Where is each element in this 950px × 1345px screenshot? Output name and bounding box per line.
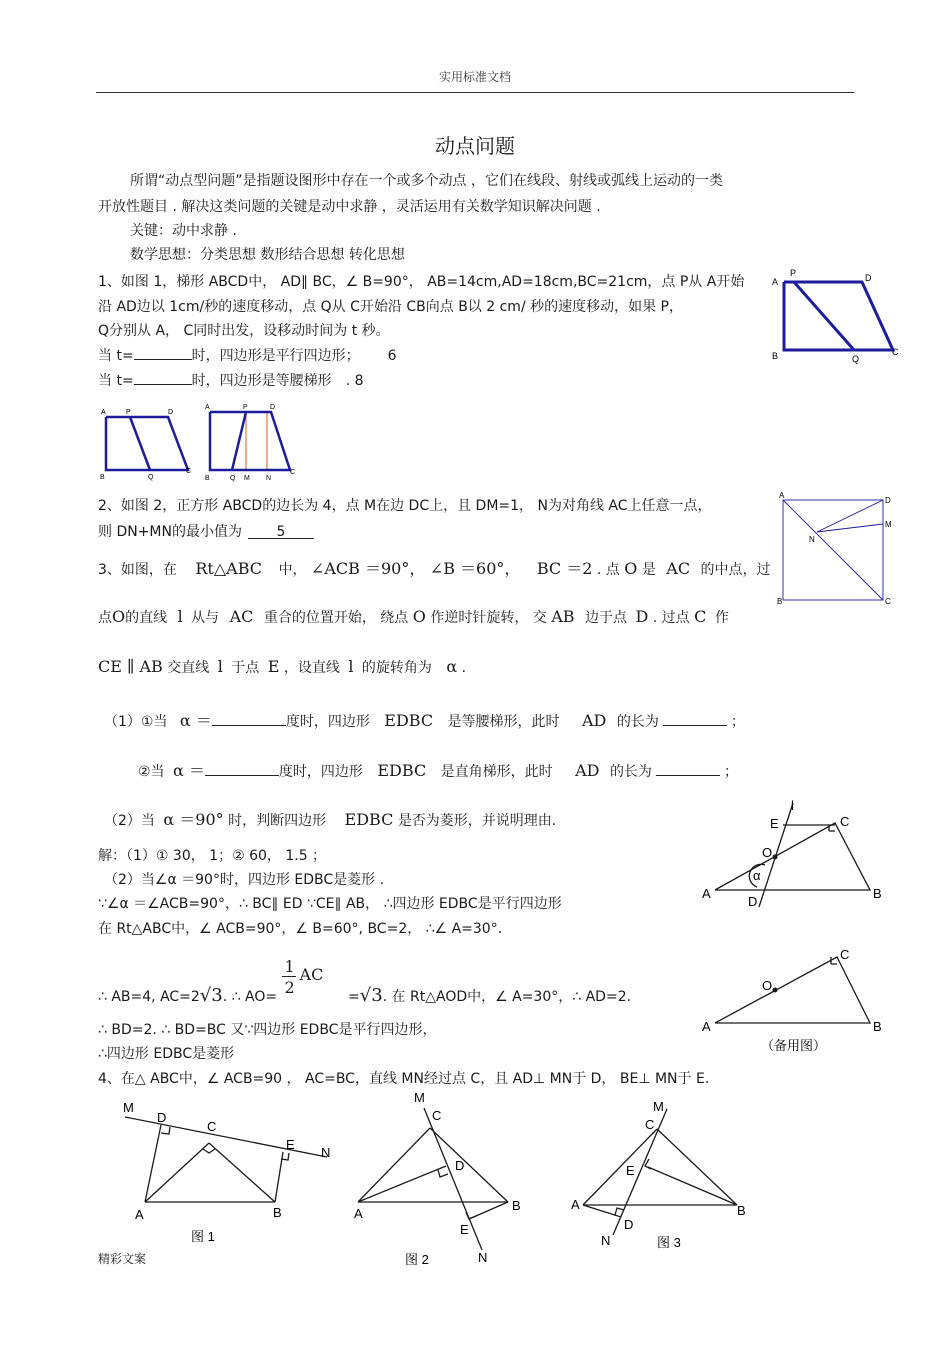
q4-fig1-label-D: D [157, 1110, 167, 1125]
q4-fig2-caption: 图 2 [405, 1252, 429, 1267]
q3-line-2: 点O的直线 l 从与 AC 重合的位置开始， 绕点 O 作逆时针旋转， 交 AB 边于点 D . 过点 C 作 [98, 607, 729, 626]
q1-fig-label-A: A [772, 277, 779, 287]
q2-line-2: 则 DN+MN的最小值为 5 [98, 521, 314, 541]
q3-fig1-label-C: C [840, 814, 850, 829]
q1-sub2-label-A: A [205, 404, 210, 411]
q2-figure [775, 490, 900, 608]
q2-line-1: 2、如图 2，正方形 ABCD的边长为 4，点 M在边 DC上，且 DM=1， N为对角线 AC上任意一点， [98, 498, 712, 514]
q4-fig1-label-B: B [273, 1205, 282, 1220]
q4-figure-1 [115, 1095, 345, 1255]
q4-fig1-label-C: C [207, 1119, 217, 1134]
q3-solution-5: ∴ AB=4, AC=2√3. ∴ AO= 1 2 AC =√3. 在 Rt△AOD中，∠ A=30°，∴ AD=2. [98, 957, 632, 1006]
q3-solution-6: ∴ BD=2. ∴ BD=BC 又∵四边形 EDBC是平行四边形， [98, 1022, 437, 1038]
q1-answer-1: 6 [387, 348, 397, 364]
q3-fig1-label-A: A [702, 886, 711, 901]
q3-part-2: （2）当 α ＝90° 时，判断四边形 EDBC 是否为菱形，并说明理由. [104, 810, 557, 829]
q4-fig3-label-C: C [645, 1117, 655, 1132]
q3-line-1: 3、如图，在 Rt△ABC 中， ∠ACB ＝90°， ∠B ＝60°， BC ＝2 . 点 O 是 AC 的中点，过 [98, 559, 771, 578]
q3-fig2-label-O: O [762, 978, 773, 993]
q3-solution-1: 解：（1）① 30， 1；② 60， 1.5 ； [98, 848, 327, 864]
q1-sub1-label-Q: Q [148, 474, 154, 481]
q1-blank-2 [134, 370, 192, 385]
q4-fig1-caption: 图 1 [191, 1229, 215, 1244]
q3-part-1: （1）①当 α ＝ 度时，四边形 EDBC 是等腰梯形，此时 AD 的长为 ； [104, 711, 745, 730]
q1-sub1-label-B: B [100, 474, 105, 481]
intro-line-4: 数学思想：分类思想 数形结合思想 转化思想 [130, 247, 405, 263]
q3-solution-2: （2）当∠α ＝90°时，四边形 EDBC是菱形 . [104, 872, 385, 888]
q1-subfigure-2 [200, 402, 310, 484]
q4-fig3-label-N: N [601, 1233, 611, 1248]
q3-blank-3 [205, 761, 279, 776]
q3-line-3: CE ∥ AB 交直线 l 于点 E ，设直线 l 的旋转角为 α . [98, 657, 467, 676]
q3-fig1-label-D: D [748, 894, 758, 909]
q4-fig3-label-B: B [737, 1203, 746, 1218]
q2-fig-label-D: D [885, 496, 891, 505]
q3-fig2-caption: （备用图） [761, 1038, 827, 1053]
q3-solution-4: 在 Rt△ABC中，∠ ACB=90°，∠ B=60°, BC=2， ∴∠ A=30°. [98, 921, 503, 937]
q1-fig-label-P: P [790, 268, 797, 278]
q1-fig-label-Q: Q [852, 354, 860, 364]
q1-sub2-label-C: C [290, 469, 296, 476]
q4-fig1-label-E: E [286, 1137, 295, 1152]
q4-fig3-label-E: E [626, 1163, 635, 1178]
q4-fig2-label-D: D [455, 1158, 465, 1173]
q1-figure [770, 265, 910, 365]
q1-fig-label-B: B [772, 351, 779, 361]
q1-sub2-label-P: P [243, 404, 248, 411]
q3-solution-3: ∵∠α ＝∠ACB=90°，∴ BC∥ ED ∵CE∥ AB， ∴四边形 EDBC是平行四边形 [98, 896, 562, 912]
q1-sub2-label-Q: Q [230, 475, 236, 482]
q3-figure-1 [695, 795, 895, 915]
q1-line-2: 沿 AD边以 1cm/秒的速度移动，点 Q从 C开始沿 CB向点 B以 2 cm/ 秒的速度移动，如果 P， [98, 299, 683, 315]
q4-fig1-label-M: M [123, 1100, 134, 1115]
q2-fig-label-M: M [885, 520, 892, 529]
q4-figure-2 [350, 1090, 540, 1270]
q2-answer: 5 [248, 524, 314, 539]
q3-blank-4 [656, 761, 720, 776]
q1-sub2-label-D: D [270, 404, 276, 411]
q3-figure-2 [695, 943, 895, 1058]
q4-fig2-label-E: E [460, 1222, 469, 1237]
q3-fig1-label-B: B [873, 886, 882, 901]
q3-fig1-label-l: l [791, 798, 794, 813]
q4-fig2-label-M: M [414, 1090, 425, 1105]
q1-ask-2: 当 t= 时，四边形是等腰梯形 . 8 [98, 370, 363, 390]
q3-fig2-label-B: B [873, 1019, 882, 1034]
q3-fig1-label-O: O [762, 845, 773, 860]
q3-fraction-bar [282, 976, 296, 977]
q3-blank-1 [212, 711, 286, 726]
q1-blank-1 [134, 345, 192, 360]
q4-figure-3 [565, 1095, 765, 1255]
q3-blank-2 [663, 711, 727, 726]
q1-line-3: Q分别从 A， C同时出发，设移动时间为 t 秒。 [98, 323, 390, 339]
q3-fraction: 1 2 AC [282, 987, 328, 1001]
q1-answer-2: . 8 [345, 373, 364, 389]
q4-fig3-label-A: A [571, 1197, 580, 1212]
page-header: 实用标准文档 [438, 70, 511, 84]
q4-fig3-label-M: M [653, 1099, 664, 1114]
q4-fig2-label-C: C [432, 1108, 442, 1123]
q2-fig-label-C: C [885, 597, 891, 606]
q4-fig2-label-A: A [354, 1206, 363, 1221]
q3-fig2-label-C: C [840, 947, 850, 962]
q1-sub2-label-B: B [205, 475, 210, 482]
q2-fig-label-B: B [777, 597, 783, 606]
intro-line-3: 关键：动中求静 . [130, 223, 237, 239]
q4-fig2-label-N: N [478, 1250, 488, 1265]
q3-solution-7: ∴四边形 EDBC是菱形 [98, 1046, 235, 1062]
q4-fig3-label-D: D [624, 1217, 634, 1232]
q3-fig2-label-A: A [702, 1019, 711, 1034]
intro-line-1: 所谓“动点型问题”是指题设图形中存在一个或多个动点 ，它们在线段、射线或弧线上运动的一类 [130, 173, 723, 189]
q1-sub1-label-A: A [101, 409, 106, 416]
q1-sub1-label-P: P [126, 409, 131, 416]
q1-ask-1: 当 t= 时，四边形是平行四边形； 6 [98, 345, 397, 365]
q4-line-1: 4、在△ ABC中，∠ ACB=90 ， AC=BC，直线 MN经过点 C，且 AD⊥ MN于 D， BE⊥ MN于 E. [98, 1071, 710, 1087]
q2-fig-label-N: N [809, 535, 815, 544]
document-title: 动点问题 [435, 134, 515, 158]
page-footer: 精彩文案 [98, 1252, 147, 1266]
q1-sub1-label-C: C [186, 468, 192, 475]
q3-fig1-label-alpha: α [753, 868, 761, 883]
q1-subfigure-1 [98, 405, 198, 485]
q1-sub2-label-M: M [244, 475, 250, 482]
q2-fig-label-A: A [779, 491, 785, 500]
q4-fig1-label-N: N [321, 1145, 331, 1160]
intro-line-2: 开放性题目 . 解决这类问题的关键是动中求静 ，灵活运用有关数学知识解决问题 . [98, 199, 601, 215]
header-rule [96, 92, 854, 93]
q3-fig1-label-E: E [770, 816, 779, 831]
q1-fig-label-C: C [892, 347, 899, 357]
q4-fig3-caption: 图 3 [657, 1235, 681, 1250]
q1-line-1: 1、如图 1，梯形 ABCD中， AD∥ BC，∠ B=90°， AB=14cm,AD=18cm,BC=21cm，点 P从 A开始 [98, 274, 745, 290]
q1-sub2-label-N: N [266, 475, 272, 482]
q1-fig-label-D: D [865, 273, 872, 283]
q1-sub1-label-D: D [168, 409, 174, 416]
q3-part-1b: ②当 α ＝ 度时，四边形 EDBC 是直角梯形，此时 AD 的长为 ； [138, 761, 738, 780]
q4-fig2-label-B: B [512, 1198, 521, 1213]
q4-fig1-label-A: A [135, 1207, 144, 1222]
